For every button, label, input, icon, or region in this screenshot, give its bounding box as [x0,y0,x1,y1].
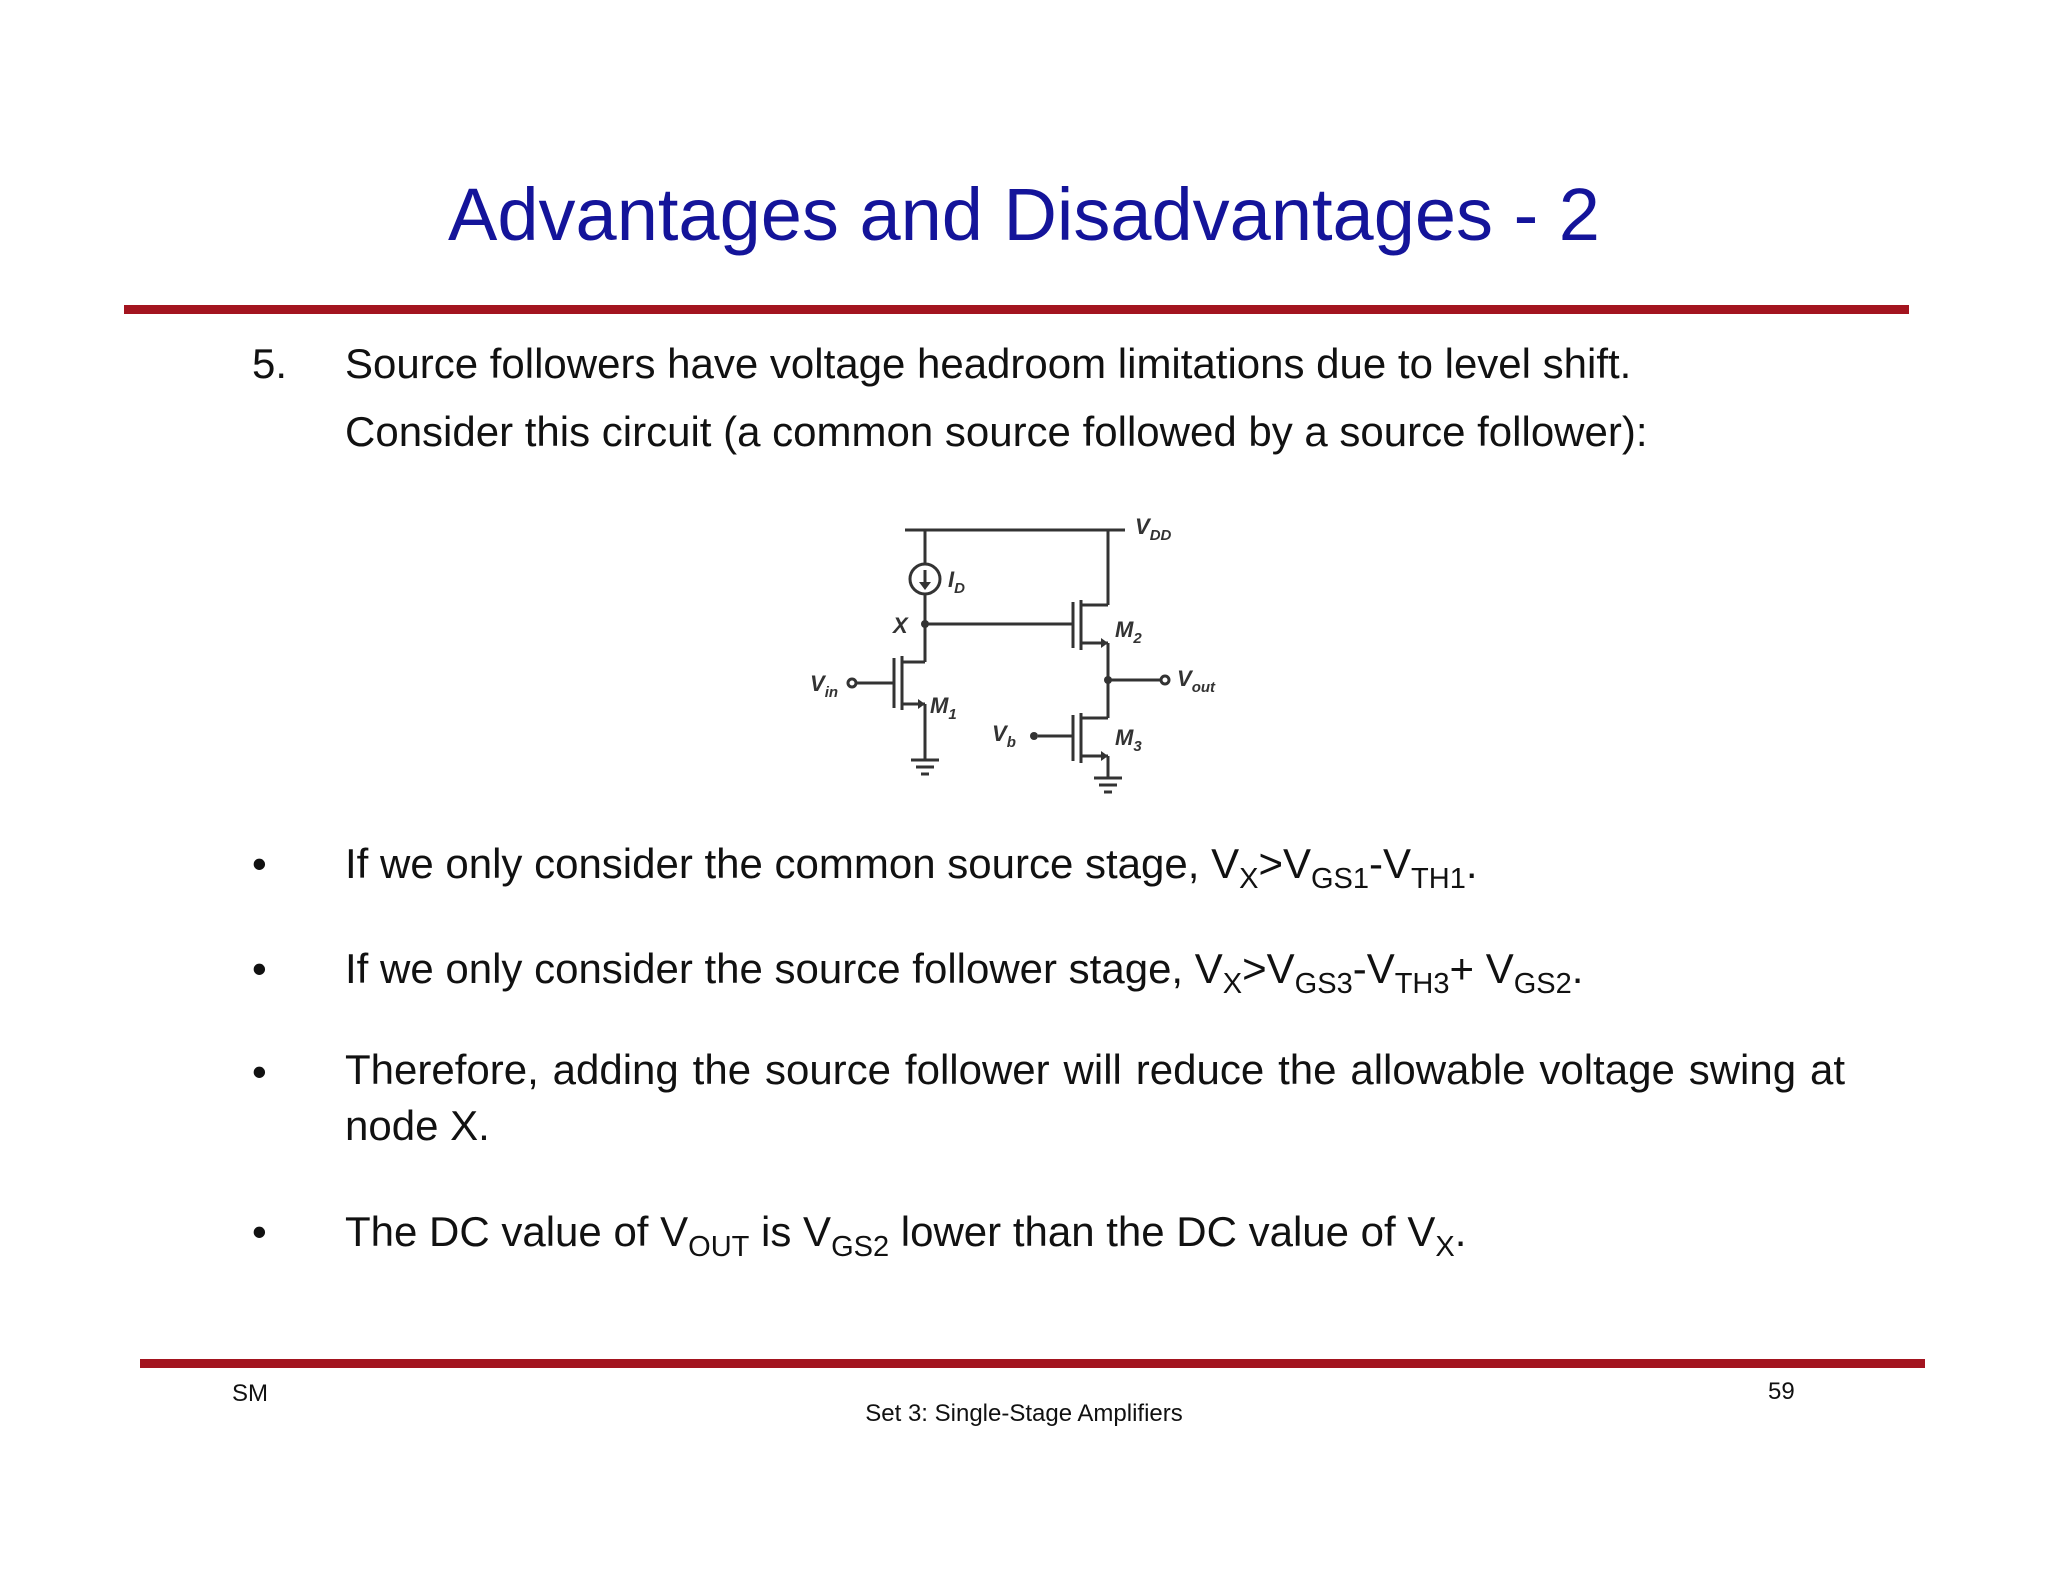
slide-title: Advantages and Disadvantages - 2 [448,173,1600,256]
label-vin: $V_{in}$ [810,671,839,701]
node-x-dot [921,620,929,628]
item5-line2: Consider this circuit (a common source followed by a source follower): [345,408,1648,455]
item5-line1: Source followers have voltage headroom limitations due to level shift. [345,340,1632,387]
bullet-2: If we only consider the source follower stage, $V_X>V_{GS3}-V_{TH3}+ V_{GS2}$. [345,945,1584,1000]
label-vb: $V_b$ [992,721,1016,751]
footer-title: Set 3: Single-Stage Amplifiers [865,1400,1183,1427]
page-number: 59 [1768,1378,1795,1405]
bullet-2-marker: • [252,945,267,992]
label-vout: $V_{out}$ [1177,666,1216,696]
item-number: 5. [252,340,288,387]
footer-author: SM [232,1380,268,1407]
label-id: $I_D$ [948,567,965,597]
node-vb-dot [1030,732,1038,740]
label-node-x: X [893,613,908,638]
bullet-1-marker: • [252,840,267,887]
bullet-3-marker: • [252,1048,267,1095]
label-m1: $M_1$ [930,693,957,723]
bullet-4: The DC value of $V_{OUT}$ is $V_{GS2}$ lower than the DC value of $V_X$. [345,1208,1467,1263]
label-m2: $M_2$ [1115,617,1142,647]
label-vdd: $V_{DD}$ [1135,514,1172,544]
label-m3: $M_3$ [1115,725,1142,755]
bullet-4-marker: • [252,1208,267,1255]
footer-divider [140,1359,1925,1368]
title-divider [124,305,1909,314]
node-vout-dot [1104,676,1112,684]
bullet-1: If we only consider the common source stage, $V_X>V_{GS1}-V_{TH1}$. [345,840,1478,895]
circuit-diagram [790,500,1250,810]
bullet-3: Therefore, adding the source follower will reduce the allowable voltage swing at node X. [345,1046,1845,1149]
